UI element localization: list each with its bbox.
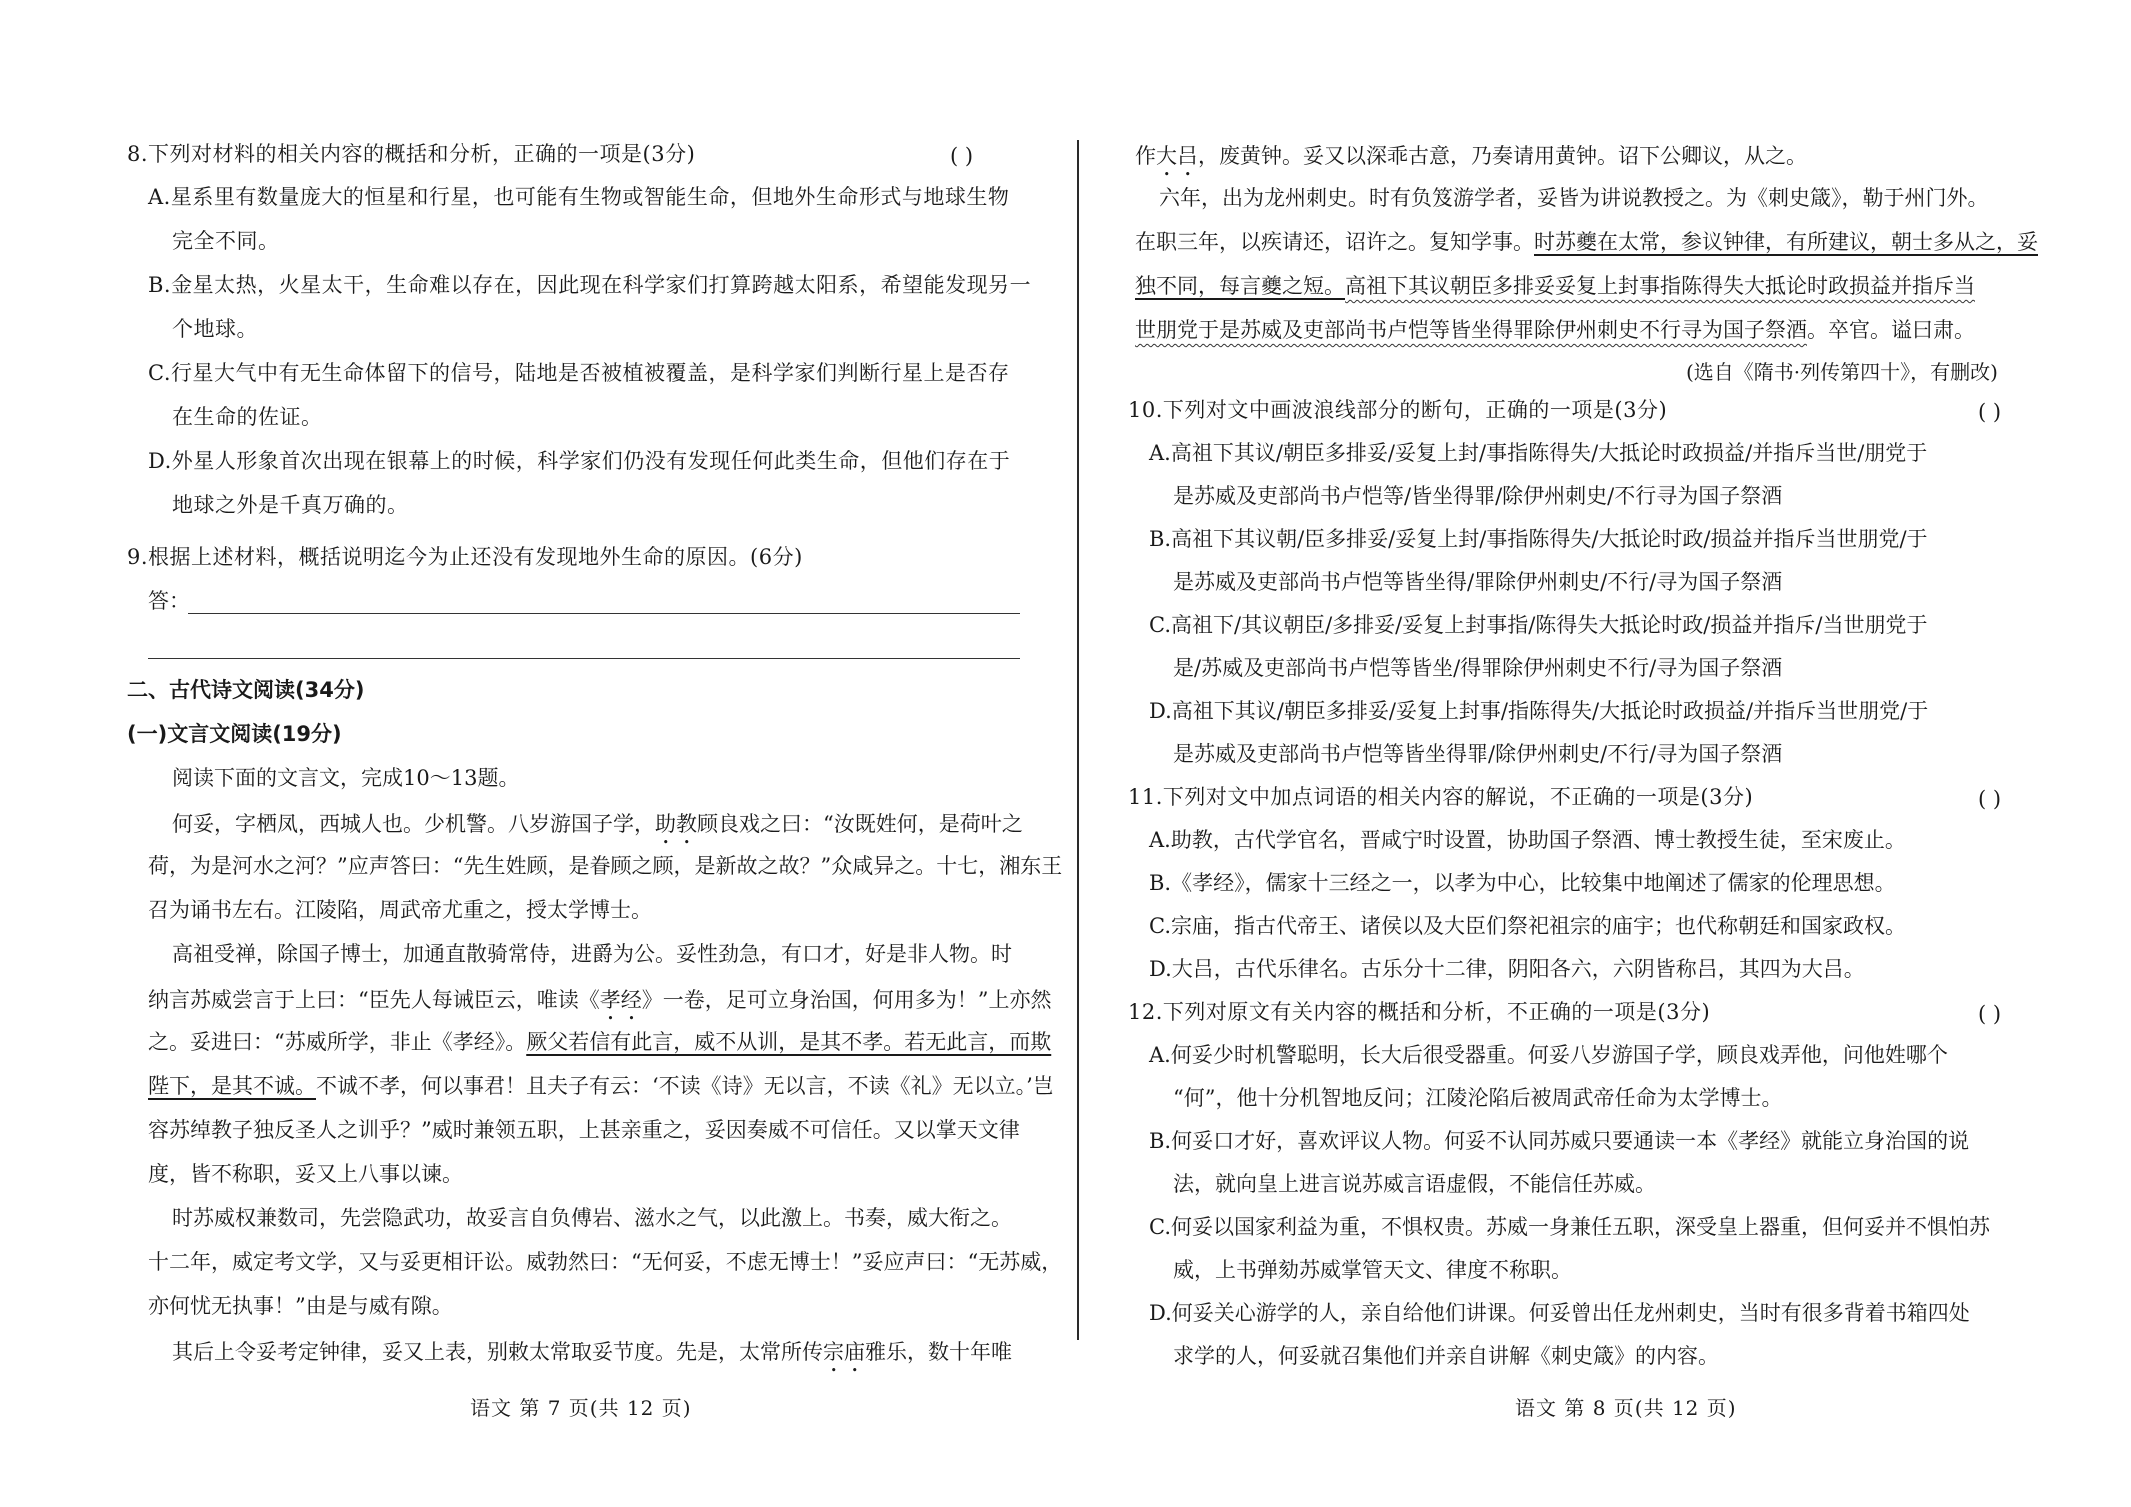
wavy-underlined-sentence-cont: 世朋党于是苏威及吏部尚书卢恺等皆坐得罪除伊州刺史不行寻为国子祭酒 (1135, 318, 1807, 342)
passage-p3-line1: 时苏威权兼数司，先尝隐武功，故妥言自负傅岩、滋水之气，以此激上。书奏，威大衔之。 (172, 1206, 1012, 1230)
passage-p4-cont: 作大吕，废黄钟。妥又以深乖古意，乃奏请用黄钟。诏下公卿议，从之。 (1135, 144, 1807, 168)
q11-option-d: D.大吕，古代乐律名。古乐分十二律，阴阳各六，六阴皆称吕，其四为大吕。 (1149, 957, 1865, 981)
q8-option-a: A.星系里有数量庞大的恒星和行星，也可能有生物或智能生命，但地外生命形式与地球生物 (148, 185, 1010, 209)
answer-line-1[interactable] (188, 613, 1020, 614)
q11-answer-paren[interactable]: ( ) (1978, 787, 2002, 811)
passage-source: (选自《隋书·列传第四十》，有删改) (1686, 360, 1998, 384)
q12-answer-paren[interactable]: ( ) (1978, 1002, 2002, 1026)
page-divider (1077, 140, 1079, 1340)
q11-option-b: B.《孝经》，儒家十三经之一，以孝为中心，比较集中地阐述了儒家的伦理思想。 (1149, 871, 1896, 895)
q10-option-d: D.高祖下其议/朝臣多排妥/妥复上封事/指陈得失/大抵论时政损益/并指斥当世朋党/于 (1149, 699, 1929, 723)
passage-p2-line6: 度，皆不称职，妥又上八事以谏。 (148, 1162, 463, 1186)
q12-stem: 12.下列对原文有关内容的概括和分析，不正确的一项是(3分) (1128, 1000, 1711, 1024)
q11-option-c: C.宗庙，指古代帝王、诸侯以及大臣们祭祀祖宗的庙宇；也代称朝廷和国家政权。 (1149, 914, 1906, 938)
q12-option-c: C.何妥以国家利益为重，不惧权贵。苏威一身兼任五职，深受皇上器重，但何妥并不惧怕苏 (1149, 1215, 1990, 1239)
passage-p5-line3 (1135, 276, 1975, 297)
q8-option-d: D.外星人形象首次出现在银幕上的时候，科学家们仍没有发现任何此类生命，但他们存在于 (148, 449, 1011, 473)
q11-option-a: A.助教，古代学官名，晋咸宁时设置，协助国子祭酒、博士教授生徒，至宋废止。 (1149, 828, 1906, 852)
page-footer-right: 语文 第 8 页(共 12 页) (1515, 1396, 1737, 1420)
q12-option-b-cont: 法，就向皇上进言说苏威言语虚假，不能信任苏威。 (1173, 1172, 1656, 1196)
wavy-underlined-sentence: 高祖下其议朝臣多排妥妥复上封事指陈得失大抵论时政损益并指斥当 (1345, 274, 1975, 298)
underlined-sentence: 厥父若信有此言，威不从训，是其不孝。若无此言，而欺 (526, 1030, 1052, 1054)
underlined-sentence-2: 时苏夔在太常，参议钟律，有所建议，朝士多从之，妥 (1534, 230, 2038, 254)
q10-option-c: C.高祖下/其议朝臣/多排妥/妥复上封事指/陈得失大抵论时政/损益并指斥/当世朋党于 (1149, 613, 1928, 637)
dotted-term-dalv: 大吕 (1156, 144, 1198, 168)
underlined-sentence-2-cont: 独不同，每言夔之短。 (1135, 274, 1345, 298)
q12-option-b: B.何妥口才好，喜欢评议人物。何妥不认同苏威只要通读一本《孝经》就能立身治国的说 (1149, 1129, 1970, 1153)
passage-p5-line2: 在职三年，以疾请还，诏许之。复知学事。时苏夔在太常，参议钟律，有所建议，朝士多从之，妥 (1135, 230, 2038, 254)
passage-p2-line3: 之。妥进曰：“苏威所学，非止《孝经》。厥父若信有此言，威不从训，是其不孝。若无此言，而欺 (148, 1030, 1052, 1054)
q12-option-a-cont: “何”，他十分机智地反问；江陵沦陷后被周武帝任命为太学博士。 (1173, 1086, 1783, 1110)
q12-option-c-cont: 威，上书弹劾苏威掌管天文、律度不称职。 (1173, 1258, 1572, 1282)
q11-stem: 11.下列对文中加点词语的相关内容的解说，不正确的一项是(3分) (1128, 785, 1754, 809)
q10-answer-paren[interactable]: ( ) (1978, 400, 2002, 424)
page-footer-left: 语文 第 7 页(共 12 页) (470, 1396, 692, 1420)
q12-option-d: D.何妥关心游学的人，亲自给他们讲课。何妥曾出任龙州刺史，当时有很多背着书箱四处 (1149, 1301, 1970, 1325)
section-heading-classical: 二、古代诗文阅读(34分) (127, 678, 365, 702)
q9-answer-label: 答： (148, 589, 190, 613)
q10-option-a: A.高祖下其议/朝臣多排妥/妥复上封/事指陈得失/大抵论时政损益/并指斥当世/朋党于 (1149, 441, 1928, 465)
dotted-term-xiaojing: 《孝经》 (578, 988, 663, 1012)
q10-option-a-cont: 是苏威及吏部尚书卢恺等/皆坐得罪/除伊州刺史/不行寻为国子祭酒 (1173, 484, 1783, 508)
q8-answer-paren[interactable]: ( ) (950, 144, 974, 168)
q8-option-b: B.金星太热，火星太干，生命难以存在，因此现在科学家们打算跨越太阳系，希望能发现另一 (148, 273, 1032, 297)
q8-stem: 8.下列对材料的相关内容的概括和分析，正确的一项是(3分) (127, 142, 696, 166)
passage-p2-line5: 容苏绰教子独反圣人之训乎？”威时兼领五职，上甚亲重之，妥因奏威不可信任。又以掌天文律 (148, 1118, 1020, 1142)
q10-option-c-cont: 是/苏威及吏部尚书卢恺等皆坐/得罪除伊州刺史不行/寻为国子祭酒 (1173, 656, 1783, 680)
passage-p2-line2: 纳言苏威尝言于上曰：“臣先人每诫臣云，唯读《孝经》一卷，足可立身治国，何用多为！”上亦然 (148, 988, 1052, 1012)
q10-option-b-cont: 是苏威及吏部尚书卢恺等皆坐得/罪除伊州刺史/不行/寻为国子祭酒 (1173, 570, 1783, 594)
underlined-sentence-cont: 陛下，是其不诚。 (148, 1074, 316, 1098)
q10-option-b: B.高祖下其议朝/臣多排妥/妥复上封/事指陈得失/大抵论时政/损益并指斥当世朋党/于 (1149, 527, 1928, 551)
q10-option-d-cont: 是苏威及吏部尚书卢恺等皆坐得罪/除伊州刺史/不行/寻为国子祭酒 (1173, 742, 1783, 766)
subsection-heading-wenyan: (一)文言文阅读(19分) (127, 722, 342, 746)
passage-p1-line2: 荷，为是河水之河？”应声答曰：“先生姓顾，是眷顾之顾，是新故之故？”众咸异之。十七，湘东王 (148, 854, 1063, 878)
passage-p4-line1: 其后上令妥考定钟律，妥又上表，别敕太常取妥节度。先是，太常所传宗庙雅乐，数十年唯 (172, 1340, 1012, 1364)
passage-p1-line3: 召为诵书左右。江陵陷，周武帝尤重之，授太学博士。 (148, 898, 652, 922)
q8-option-c-cont: 在生命的佐证。 (172, 405, 323, 429)
passage-p3-line2: 十二年，威定考文学，又与妥更相讦讼。威勃然曰：“无何妥，不虑无博士！”妥应声曰：“无苏威， (148, 1250, 1063, 1274)
q8-option-a-cont: 完全不同。 (172, 229, 280, 253)
q12-option-a: A.何妥少时机警聪明，长大后很受器重。何妥八岁游国子学，顾良戏弄他，问他姓哪个 (1149, 1043, 1948, 1067)
q10-stem: 10.下列对文中画波浪线部分的断句，正确的一项是(3分) (1128, 398, 1668, 422)
instruction-text: 阅读下面的文言文，完成10～13题。 (172, 766, 520, 790)
dotted-term-zongmiao: 宗庙 (823, 1340, 865, 1364)
q9-stem: 9.根据上述材料，概括说明迄今为止还没有发现地外生命的原因。(6分) (127, 545, 803, 569)
passage-p3-line3: 亦何忧无执事！”由是与威有隙。 (148, 1294, 453, 1318)
answer-line-2[interactable] (148, 658, 1020, 659)
q8-option-b-cont: 个地球。 (172, 317, 258, 341)
dotted-term-zhujiao: 助教 (655, 812, 697, 836)
q12-option-d-cont: 求学的人，何妥就召集他们并亲自讲解《刺史箴》的内容。 (1173, 1344, 1719, 1368)
q8-option-d-cont: 地球之外是千真万确的。 (172, 493, 409, 517)
passage-p2-line4: 陛下，是其不诚。不诚不孝，何以事君！且夫子有云：‘不读《诗》无以言，不读《礼》无以立。’岂 (148, 1074, 1054, 1098)
passage-p5-line4: 世朋党于是苏威及吏部尚书卢恺等皆坐得罪除伊州刺史不行寻为国子祭酒。卒官。谥曰肃。 (1135, 318, 1975, 342)
q8-option-c: C.行星大气中有无生命体留下的信号，陆地是否被植被覆盖，是科学家们判断行星上是否存 (148, 361, 1010, 385)
passage-p1-line1: 何妥，字栖凤，西城人也。少机警。八岁游国子学，助教顾良戏之曰：“汝既姓何，是荷叶之 (172, 812, 1023, 836)
passage-p2-line1: 高祖受禅，除国子博士，加通直散骑常侍，进爵为公。妥性劲急，有口才，好是非人物。时 (172, 942, 1012, 966)
passage-p5-line1: 六年，出为龙州刺史。时有负笈游学者，妥皆为讲说教授之。为《刺史箴》，勒于州门外。 (1159, 186, 1989, 210)
